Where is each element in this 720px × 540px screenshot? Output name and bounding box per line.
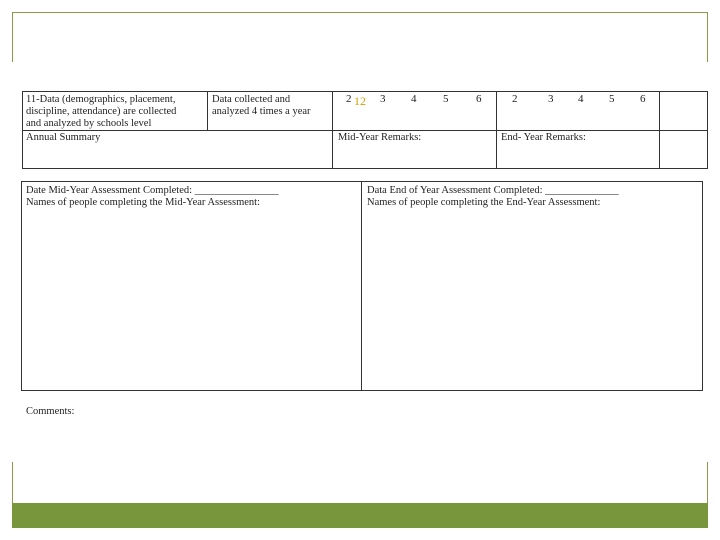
end-year-remarks-label: End- Year Remarks: (501, 132, 586, 143)
end-year-score-option: 2 (512, 93, 518, 105)
box-rule (21, 181, 703, 182)
box-rule (702, 181, 703, 391)
mid-year-remarks-label: Mid-Year Remarks: (338, 132, 422, 143)
mid-year-date-label: Date Mid-Year Assessment Completed: ________________ (26, 185, 279, 196)
table-rule (22, 130, 708, 131)
mid-year-score-option: 5 (443, 93, 449, 105)
footer-bar (12, 503, 708, 528)
page-number: 12 (354, 94, 366, 108)
end-year-names-label: Names of people completing the End-Year Assessment: (367, 197, 601, 208)
frame-top-border (12, 12, 708, 13)
mid-year-score-option: 3 (380, 93, 386, 105)
mid-year-score-option: 6 (476, 93, 482, 105)
annual-summary-label: Annual Summary (26, 132, 101, 143)
evidence-text-line: Data collected and (212, 94, 291, 105)
mid-year-score-option: 4 (411, 93, 417, 105)
box-rule (21, 181, 22, 391)
table-rule (659, 91, 660, 169)
frame-top-left-corner (12, 12, 13, 62)
end-year-score-option: 5 (609, 93, 615, 105)
mid-year-names-label: Names of people completing the Mid-Year Assessment: (26, 197, 260, 208)
mid-year-score-option: 2 (346, 93, 352, 105)
table-rule (332, 91, 333, 169)
end-year-score-option: 6 (640, 93, 646, 105)
table-rule (496, 91, 497, 169)
table-rule (22, 168, 708, 169)
box-rule (21, 390, 703, 391)
table-rule (22, 91, 708, 92)
box-rule (361, 181, 362, 391)
frame-top-right-corner (707, 12, 708, 62)
indicator-text-line: 11-Data (demographics, placement, (26, 94, 176, 105)
table-rule (22, 91, 23, 169)
evidence-text-line: analyzed 4 times a year (212, 106, 311, 117)
end-year-date-label: Data End of Year Assessment Completed: ______________ (367, 185, 619, 196)
end-year-score-option: 3 (548, 93, 554, 105)
end-year-score-option: 4 (578, 93, 584, 105)
table-rule (207, 91, 208, 131)
table-rule (707, 91, 708, 169)
indicator-text-line: discipline, attendance) are collected (26, 106, 177, 117)
comments-label: Comments: (26, 406, 75, 417)
indicator-text-line: and analyzed by schools level (26, 118, 152, 129)
